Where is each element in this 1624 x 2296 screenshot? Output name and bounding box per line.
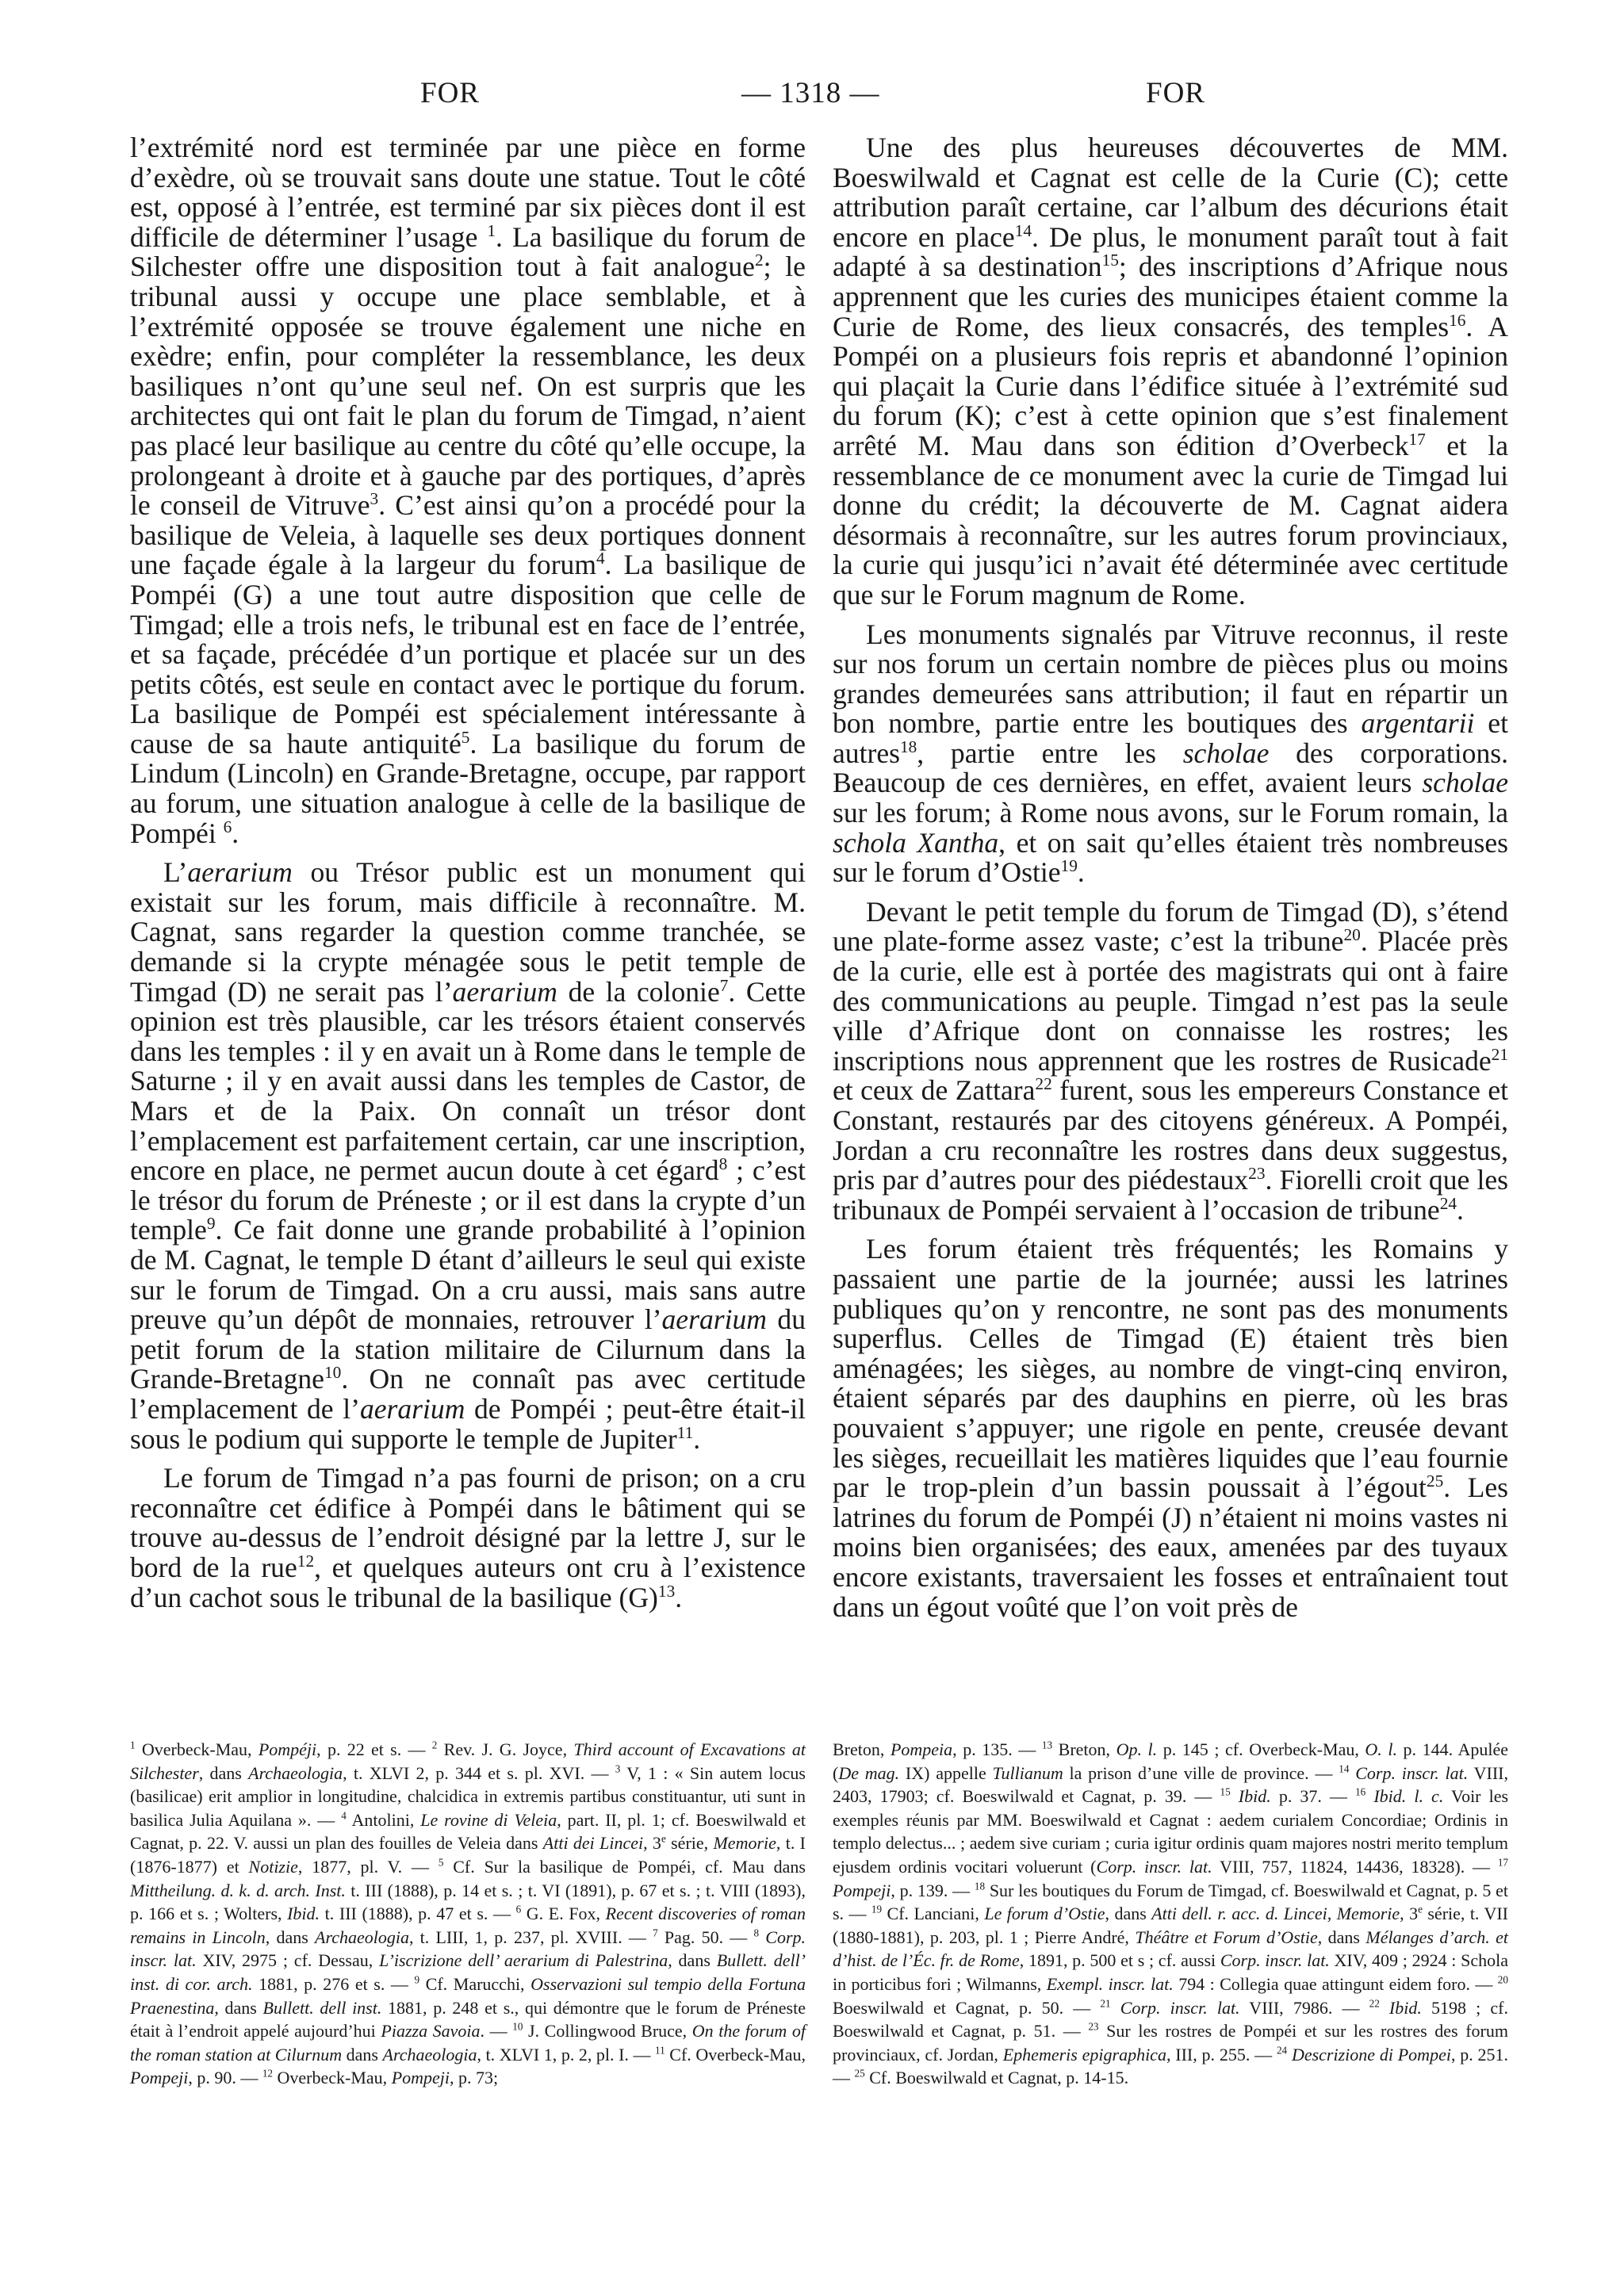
- page-number: — 1318 —: [741, 77, 880, 109]
- paragraph: Devant le petit temple du forum de Timgad (D), s’étend une plate-forme assez vaste; c’est la tribune$^{20}$. Placée près de la curie, elle est à portée des magistrats qui ont à faire des communications au peuple. Timgad n’est pas la seule ville d’Afrique dont on connaisse les rostres; les inscriptions nous apprennent que les rostres de Rusicade$^{21}$ et ceux de Zattara$^{22}$ furent, sous les empereurs Constance et Constant, restaurés par des citoyens généreux. A Pompéi, Jordan a cru reconnaître les rostres dans deux suggestus, pris par d’autres pour des piédestaux$^{23}$. Fiorelli croit que les tribunaux de Pompéi servaient à l’occasion de tribune$^{24}$.: [833, 895, 1509, 1226]
- paragraph: L’aerarium ou Trésor public est un monument qui existait sur les forum, mais difficile à reconnaître. M. Cagnat, sans regarder la question comme tranchée, se demande si la crypte ménagée sous le petit temple de Timgad (D) ne serait pas l’aerarium de la colonie$^7$. Cette opinion est très plausible, car les trésors étaient conservés dans les temples : il y en avait un à Rome dans le temple de Saturne ; il y en avait aussi dans les temples de Castor, de Mars et de la Paix. On connaît un trésor dont l’emplacement est parfaitement certain, car une inscription, encore en place, ne permet aucun doute à cet égard$^8$ ; c’est le trésor du forum de Préneste ; or il est dans la crypte d’un temple$^9$. Ce fait donne une grande probabilité à l’opinion de M. Cagnat, le temple D étant d’ailleurs le seul qui existe sur le forum de Timgad. On a cru aussi, mais sans autre preuve qu’un dépôt de monnaies, retrouver l’aerarium du petit forum de la station militaire de Cilurnum dans la Grande-Bretagne$^{10}$. On ne connaît pas avec certitude l’emplacement de l’aerarium de Pompéi ; peut-être était-il sous le podium qui supporte le temple de Jupiter$^{11}$.: [130, 856, 806, 1455]
- footnotes-left: [130, 1738, 806, 2090]
- left-column: [130, 133, 806, 1613]
- footnotes-right: [833, 1738, 1508, 2090]
- right-column: [833, 133, 1508, 1622]
- paragraph: l’extrémité nord est terminée par une pièce en forme d’exèdre, où se trouvait sans doute une statue. Tout le côté est, opposé à l’entrée, est terminé par six pièces dont il est difficile de déterminer l’usage $^1$. La basilique du forum de Silchester offre une disposition tout à fait analogue$^2$; le tribunal aussi y occupe une place semblable, et à l’extrémité opposée se trouve également une niche en exèdre; enfin, pour compléter la ressemblance, les deux basiliques n’ont qu’une seul nef. On est surpris que les architectes qui ont fait le plan du forum de Timgad, n’aient pas placé leur basilique au centre du côté qu’elle occupe, la prolongeant à droite et à gauche par des portiques, d’après le conseil de Vitruve$^3$. C’est ainsi qu’on a procédé pour la basilique de Veleia, à laquelle ses deux portiques donnent une façade égale à la largeur du forum$^4$. La basilique de Pompéi (G) a une tout autre disposition que celle de Timgad; elle a trois nefs, le tribunal est en face de l’entrée, et sa façade, précédée d’un portique et placée sur un des petits côtés, est seule en contact avec le portique du forum. La basilique de Pompéi est spécialement intéressante à cause de sa haute antiquité$^5$. La basilique du forum de Lindum (Lincoln) en Grande-Bretagne, occupe, par rapport au forum, une situation analogue à celle de la basilique de Pompéi $^6$.: [130, 132, 806, 849]
- paragraph: Le forum de Timgad n’a pas fourni de prison; on a cru reconnaître cet édifice à Pompéi dans le bâtiment qui se trouve au-dessus de l’endroit désigné par la lettre J, sur le bord de la rue$^{12}$, et quelques auteurs ont cru à l’existence d’un cachot sous le tribunal de la basilique $(G)^{13}$.: [130, 1462, 806, 1613]
- running-head-left: FOR: [420, 77, 480, 109]
- paragraph: Les forum étaient très fréquentés; les Romains y passaient une partie de la journée; aussi les latrines publiques qu’on y rencontre, ne sont pas des monuments superflus. Celles de Timgad (E) étaient très bien aménagées; les sièges, au nombre de vingt-cinq environ, étaient séparés par des dauphins en pierre, où les bras pouvaient s’appuyer; une rigole en pente, creusée devant les sièges, recueillait les matières liquides que l’eau fournie par le trop-plein d’un bassin poussait à l’égout$^{25}$. Les latrines du forum de Pompéi (J) n’étaient ni moins vastes ni moins bien organisées; des eaux, amenées par des tuyaux encore existants, traversaient les fosses et entraînaient tout dans un égout voûté que l’on voit près de: [833, 1233, 1508, 1623]
- footnotes-left-text: $^1$ Overbeck-Mau, Pompéji, p. 22 et s. — $^2$ Rev. J. G. Joyce, Third account of Excavations at Silchester, dans Archaeologia, t. XLVI 2, p. 344 et s. pl. XVI. — $^3$ V, 1 : « Sin autem locus (basilicae) erit amplior in longitudine, chalcidica in extremis partibus constituantur, uti sunt in basilica Julia Aquilana ». — $^4$ Antolini, Le rovine di Veleia, part. II, pl. 1; cf. Boeswilwald et Cagnat, p. 22. V. aussi un plan des fouilles de Veleia dans Atti dei Lincei, 3e série, Memorie, t. I (1876-1877) et Notizie, 1877, pl. V. — $^5$ Cf. Sur la basilique de Pompéi, cf. Mau dans Mittheilung. d. k. d. arch. Inst. t. III (1888), p. 14 et s. ; t. VI (1891), p. 67 et s. ; t. VIII (1893), p. 166 et s. ; Wolters, Ibid. t. III (1888), p. 47 et s. — $^6$ G. E. Fox, Recent discoveries of roman remains in Lincoln, dans Archaeologia, t. LIII, 1, p. 237, pl. XVIII. — $^7$ Pag. 50. — $^8$ Corp. inscr. lat. XIV, 2975 ; cf. Dessau, L’iscrizione dell’ aerarium di Palestrina, dans Bullett. dell’ inst. di cor. arch. 1881, p. 276 et s. — $^9$ Cf. Marucchi, Osservazioni sul tempio della Fortuna Praenestina, dans Bullett. dell inst. 1881, p. 248 et s., qui démontre que le forum de Préneste était à l’endroit appelé aujourd’hui Piazza Savoia. — $^{10}$ J. Collingwood Bruce, On the forum of the roman station at Cilurnum dans Archaeologia, t. XLVI 1, p. 2, pl. I. — $^{11}$ Cf. Overbeck-Mau, Pompeji, p. 90. — $^{12}$ Overbeck-Mau, Pompeji, p. 73;: [130, 1739, 806, 2088]
- paragraph: Une des plus heureuses découvertes de MM. Boeswilwald et Cagnat est celle de la Curie (C); cette attribution paraît certaine, car l’album des décurions était encore en place$^{14}$. De plus, le monument paraît tout à fait adapté à sa destination$^{15}$; des inscriptions d’Afrique nous apprennent que les curies des municipes étaient comme la Curie de Rome, des lieux consacrés, des temples$^{16}$. A Pompéi on a plusieurs fois repris et abandonné l’opinion qui plaçait la Curie dans l’édifice située à l’extrémité sud du forum (K); c’est à cette opinion que s’est finalement arrêté M. Mau dans son édition d’Overbeck$^{17}$ et la ressemblance de ce monument avec la curie de Timgad lui donne du crédit; la découverte de M. Cagnat aidera désormais à reconnaître, sur les autres forum provinciaux, la curie qui jusqu’ici n’avait été déterminée avec certitude que sur le Forum magnum de Rome.: [833, 132, 1508, 610]
- running-head-right: FOR: [1146, 77, 1205, 109]
- footnotes-right-text: Breton, Pompeia, p. 135. — $^{13}$ Breton, Op. l. p. 145 ; cf. Overbeck-Mau, O. l. p. 144. Apulée (De mag. IX) appelle Tullianum la prison d’une ville de province. — $^{14}$ Corp. inscr. lat. VIII, 2403, 17903; cf. Boeswilwald et Cagnat, p. 39. — $^{15}$ Ibid. p. 37. — $^{16}$ Ibid. l. c. Voir les exemples réunis par MM. Boeswilwald et Cagnat : aedem curialem Concordiae; Ordinis in templo delectus... ; aedem sive curiam ; curia igitur ordinis quam majores nostri merito templum ejusdem ordinis vocitari voluerunt (Corp. inscr. lat. VIII, 757, 11824, 14436, 18328). — $^{17}$ Pompeji, p. 139. — $^{18}$ Sur les boutiques du Forum de Timgad, cf. Boeswilwald et Cagnat, p. 5 et s. — $^{19}$ Cf. Lanciani, Le forum d’Ostie, dans Atti dell. r. acc. d. Lincei, Memorie, 3e série, t. VII (1880-1881), p. 203, pl. 1 ; Pierre André, Théâtre et Forum d’Ostie, dans Mélanges d’arch. et d’hist. de l’Éc. fr. de Rome, 1891, p. 500 et s ; cf. aussi Corp. inscr. lat. XIV, 409 ; 2924 : Schola in porticibus fori ; Wilmanns, Exempl. inscr. lat. 794 : Collegia quae attingunt eidem foro. — $^{20}$ Boeswilwald et Cagnat, p. 50. — $^{21}$ Corp. inscr. lat. VIII, 7986. — $^{22}$ Ibid. 5198 ; cf. Boeswilwald et Cagnat, p. 51. — $^{23}$ Sur les rostres de Pompéi et sur les rostres des forum provinciaux, cf. Jordan, Ephemeris epigraphica, III, p. 255. — $^{24}$ Descrizione di Pompei, p. 251. — $^{25}$ Cf. Boeswilwald et Cagnat, p. 14-15.: [833, 1739, 1509, 2088]
- paragraph: Les monuments signalés par Vitruve reconnus, il reste sur nos forum un certain nombre de pièces plus ou moins grandes demeurées sans attribution; il faut en répartir un bon nombre, partie entre les boutiques des argentarii et autres$^{18}$, partie entre les scholae des corporations. Beaucoup de ces dernières, en effet, avaient leurs scholae sur les forum; à Rome nous avons, sur le Forum romain, la schola Xantha, et on sait qu’elles étaient très nombreuses sur le forum d’Ostie$^{19}$.: [833, 618, 1508, 889]
